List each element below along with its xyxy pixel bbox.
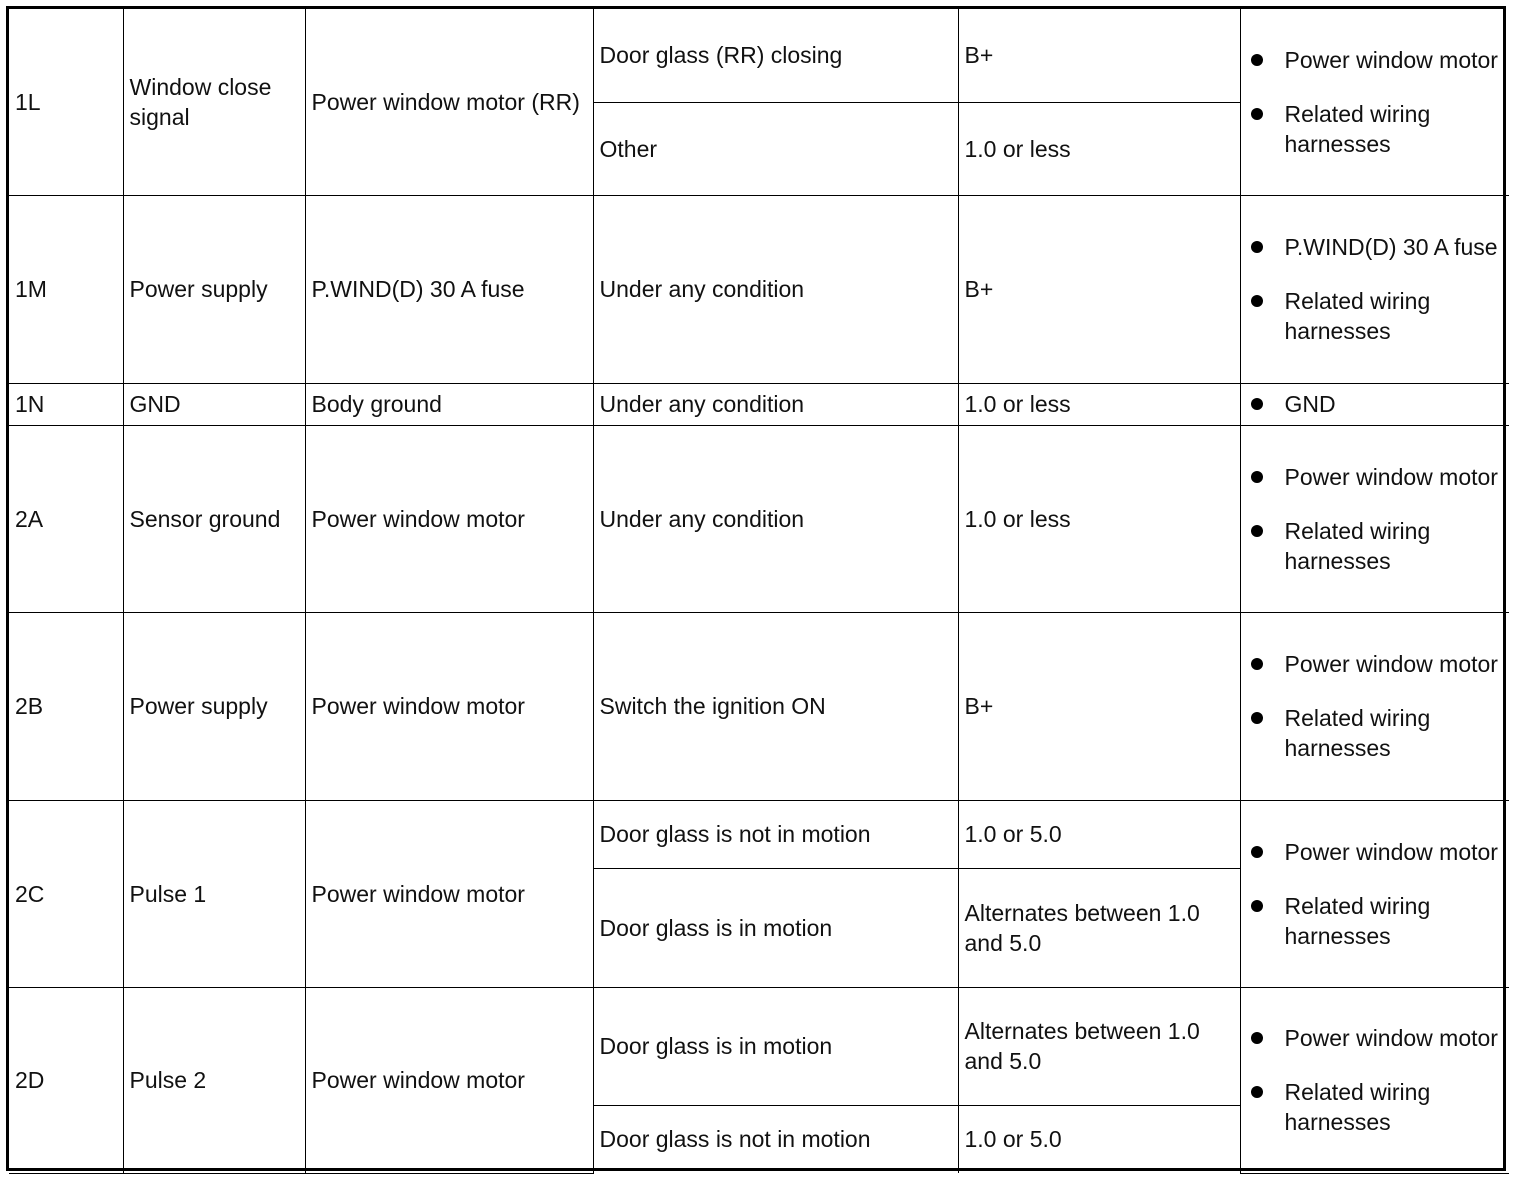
inspection-item: Power window motor [1285,1023,1504,1053]
table-row [9,425,1509,612]
inspection-list [1285,1023,1504,1137]
voltage-cell: Alternates between 1.0 and 5.0 [958,868,1240,987]
inspection-list [1285,389,1504,419]
terminal-cell: 1L [9,9,123,195]
voltage-cell: 1.0 or less [958,425,1240,612]
signal-cell: Power supply [123,612,305,800]
table-row [9,612,1509,800]
voltage-cell: B+ [958,9,1240,102]
connected-to-cell: Power window motor [305,987,593,1173]
inspection-item: Power window motor [1285,837,1504,867]
voltage-cell: 1.0 or 5.0 [958,1105,1240,1173]
terminal-cell: 2C [9,800,123,987]
table-row [9,9,1509,102]
condition-cell: Under any condition [593,383,958,425]
inspection-item: P.WIND(D) 30 A fuse [1285,232,1504,262]
inspection-list [1285,837,1504,951]
connected-to-cell: Power window motor [305,425,593,612]
voltage-cell: 1.0 or less [958,383,1240,425]
inspection-item: Related wiring harnesses [1285,99,1504,159]
signal-cell: Power supply [123,195,305,383]
terminal-table-container [6,6,1506,1171]
inspection-cell [1240,383,1509,425]
inspection-item: Power window motor [1285,462,1504,492]
inspection-item: Related wiring harnesses [1285,703,1504,763]
inspection-list [1285,649,1504,763]
inspection-item: GND [1285,389,1504,419]
inspection-cell [1240,9,1509,195]
connected-to-cell: P.WIND(D) 30 A fuse [305,195,593,383]
signal-cell: Pulse 1 [123,800,305,987]
condition-cell: Door glass is not in motion [593,800,958,868]
condition-cell: Door glass is in motion [593,868,958,987]
inspection-cell [1240,425,1509,612]
inspection-item: Related wiring harnesses [1285,516,1504,576]
condition-cell: Door glass is not in motion [593,1105,958,1173]
table-row [9,383,1509,425]
condition-cell: Door glass (RR) closing [593,9,958,102]
inspection-item: Related wiring harnesses [1285,1077,1504,1137]
inspection-list [1285,45,1504,159]
inspection-cell [1240,987,1509,1173]
signal-cell: Pulse 2 [123,987,305,1173]
signal-cell: Sensor ground [123,425,305,612]
connected-to-cell: Power window motor (RR) [305,9,593,195]
inspection-item: Related wiring harnesses [1285,891,1504,951]
terminal-cell: 2A [9,425,123,612]
inspection-list [1285,232,1504,346]
condition-cell: Switch the ignition ON [593,612,958,800]
table-row [9,987,1509,1105]
terminal-cell: 2B [9,612,123,800]
voltage-cell: Alternates between 1.0 and 5.0 [958,987,1240,1105]
condition-cell: Under any condition [593,195,958,383]
connected-to-cell: Body ground [305,383,593,425]
inspection-item: Power window motor [1285,45,1504,75]
voltage-cell: B+ [958,612,1240,800]
table-row [9,800,1509,868]
inspection-item: Power window motor [1285,649,1504,679]
voltage-cell: 1.0 or 5.0 [958,800,1240,868]
terminal-cell: 1N [9,383,123,425]
voltage-cell: 1.0 or less [958,102,1240,195]
inspection-cell [1240,195,1509,383]
connected-to-cell: Power window motor [305,612,593,800]
terminal-cell: 1M [9,195,123,383]
condition-cell: Other [593,102,958,195]
table-row [9,195,1509,383]
condition-cell: Under any condition [593,425,958,612]
inspection-cell [1240,800,1509,987]
signal-cell: Window close signal [123,9,305,195]
terminal-voltage-table [9,9,1509,1174]
condition-cell: Door glass is in motion [593,987,958,1105]
signal-cell: GND [123,383,305,425]
inspection-list [1285,462,1504,576]
connected-to-cell: Power window motor [305,800,593,987]
terminal-cell: 2D [9,987,123,1173]
inspection-item: Related wiring harnesses [1285,286,1504,346]
inspection-cell [1240,612,1509,800]
voltage-cell: B+ [958,195,1240,383]
